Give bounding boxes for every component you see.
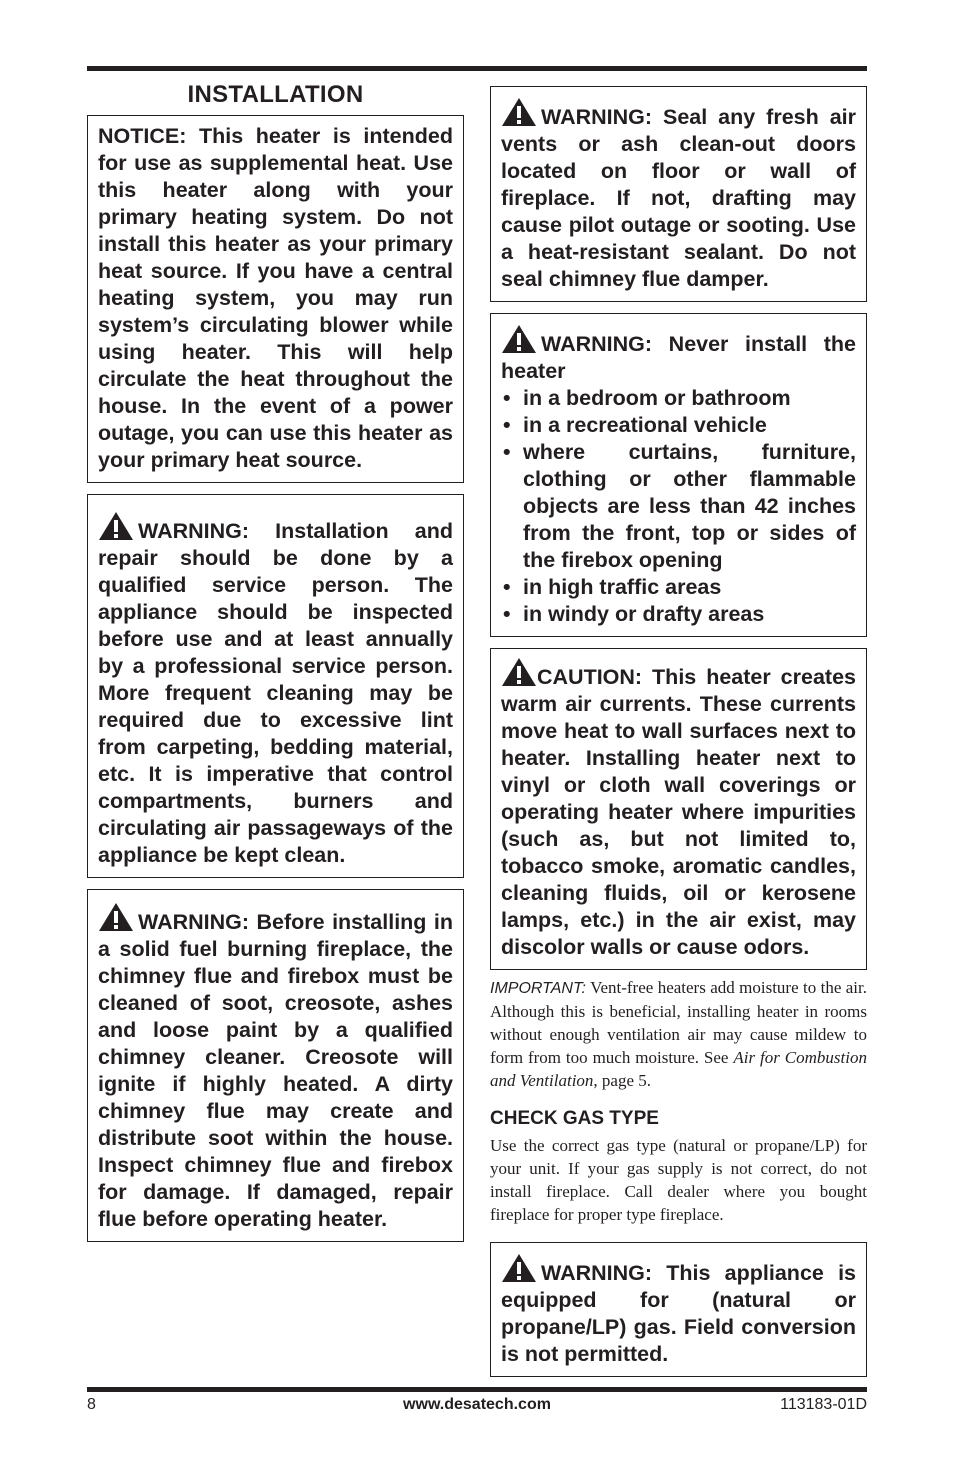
important-label: IMPORTANT: (490, 980, 586, 997)
warning-never-box (490, 313, 867, 637)
important-tail: , page 5. (593, 1071, 652, 1090)
notice-text: NOTICE: This heater is intended for use as supplemental heat. Use this heater along with your primary heating system. Do not install this heater as your primary heat source. If you have a central heating system, you may run system’s circulating blower while using heater. This will help circulate the heat throughout the house. In the event of a power outage, you can use this heater as your primary heat source. (98, 124, 453, 472)
warning-appliance-text: WARNING: This appliance is equipped for (natural or propane/LP) gas. Field conversion is not permitted. (501, 1261, 856, 1366)
left-column (87, 78, 464, 1253)
footer-url: www.desatech.com (403, 1396, 551, 1413)
warning-installation-text: WARNING: Installation and repair should be done by a qualified service person. The appliance should be inspected before use and at least annually by a professional service person. More frequent cleaning may be required due to excessive lint from carpeting, bedding material, etc. It is imperative that control compartments, burners and circulating air passageways of the appliance be kept clean. (98, 519, 453, 867)
warning-triangle-icon (98, 511, 134, 541)
check-gas-text: Use the correct gas type (natural or propane/LP) for your unit. If your gas supply is not correct, do not install fireplace. Call dealer where you bought fireplace for proper type fireplace. (490, 1136, 867, 1224)
list-item: • in a recreational vehicle (501, 412, 856, 439)
list-item: • in windy or drafty areas (501, 601, 856, 628)
warning-triangle-icon (501, 324, 537, 354)
document-code: 113183-01D (780, 1396, 867, 1413)
list-item: • where curtains, furniture, clothing or other flammable objects are less than 42 inches from the front, top or sides of the firebox opening (501, 439, 856, 574)
warning-triangle-icon (501, 1253, 537, 1283)
right-column (490, 86, 867, 1388)
page-number: 8 (87, 1396, 96, 1413)
caution-box (490, 648, 867, 970)
warning-seal-text: WARNING: Seal any fresh air vents or ash clean-out doors located on floor or wall of fireplace. If not, drafting may cause pilot outage or sooting. Use a heat-resistant sealant. Do not seal chimney flue damper. (501, 105, 856, 291)
section-title: INSTALLATION (187, 81, 364, 108)
warning-before-text: WARNING: Before installing in a solid fuel burning fireplace, the chimney flue and firebox must be cleaned of soot, creosote, ashes and loose paint by a qualified chimney cleaner. Creosote will ignite if highly heated. A dirty chimney flue may create and distribute soot within the house. Inspect chimney flue and firebox for damage. If damaged, repair flue before operating heater. (98, 910, 453, 1231)
important-reference: Air for Combustion and Ventilation (490, 1048, 867, 1090)
warning-seal-box (490, 86, 867, 302)
bottom-rule (87, 1387, 867, 1392)
warning-triangle-icon (98, 902, 134, 932)
warning-before-box (87, 889, 464, 1242)
warning-triangle-icon (501, 97, 537, 127)
top-rule (87, 66, 867, 71)
important-text: Vent-free heaters add moisture to the air. Although this is beneficial, installing heater in rooms without enough ventilation air may cause mildew to form from too much moisture. See (490, 978, 867, 1067)
warning-installation-box (87, 494, 464, 878)
list-item: • in high traffic areas (501, 574, 856, 601)
notice-box (87, 115, 464, 483)
check-gas-heading: CHECK GAS TYPE (490, 1108, 659, 1129)
important-paragraph (490, 976, 867, 1092)
warning-appliance-box (490, 1242, 867, 1377)
warning-never-intro: WARNING: Never install the heater (501, 332, 856, 383)
warning-triangle-icon (501, 657, 537, 687)
caution-text: CAUTION: This heater creates warm air currents. These currents move heat to wall surfaces next to heater. Installing heater next to vinyl or cloth wall coverings or operating heater where impurities (such as, but not limited to, tobacco smoke, aromatic candles, cleaning fluids, oil or kerosene lamps, etc.) in the air exist, may discolor walls or cause odors. (501, 665, 856, 959)
warning-never-list (501, 385, 856, 628)
list-item: • in a bedroom or bathroom (501, 385, 856, 412)
